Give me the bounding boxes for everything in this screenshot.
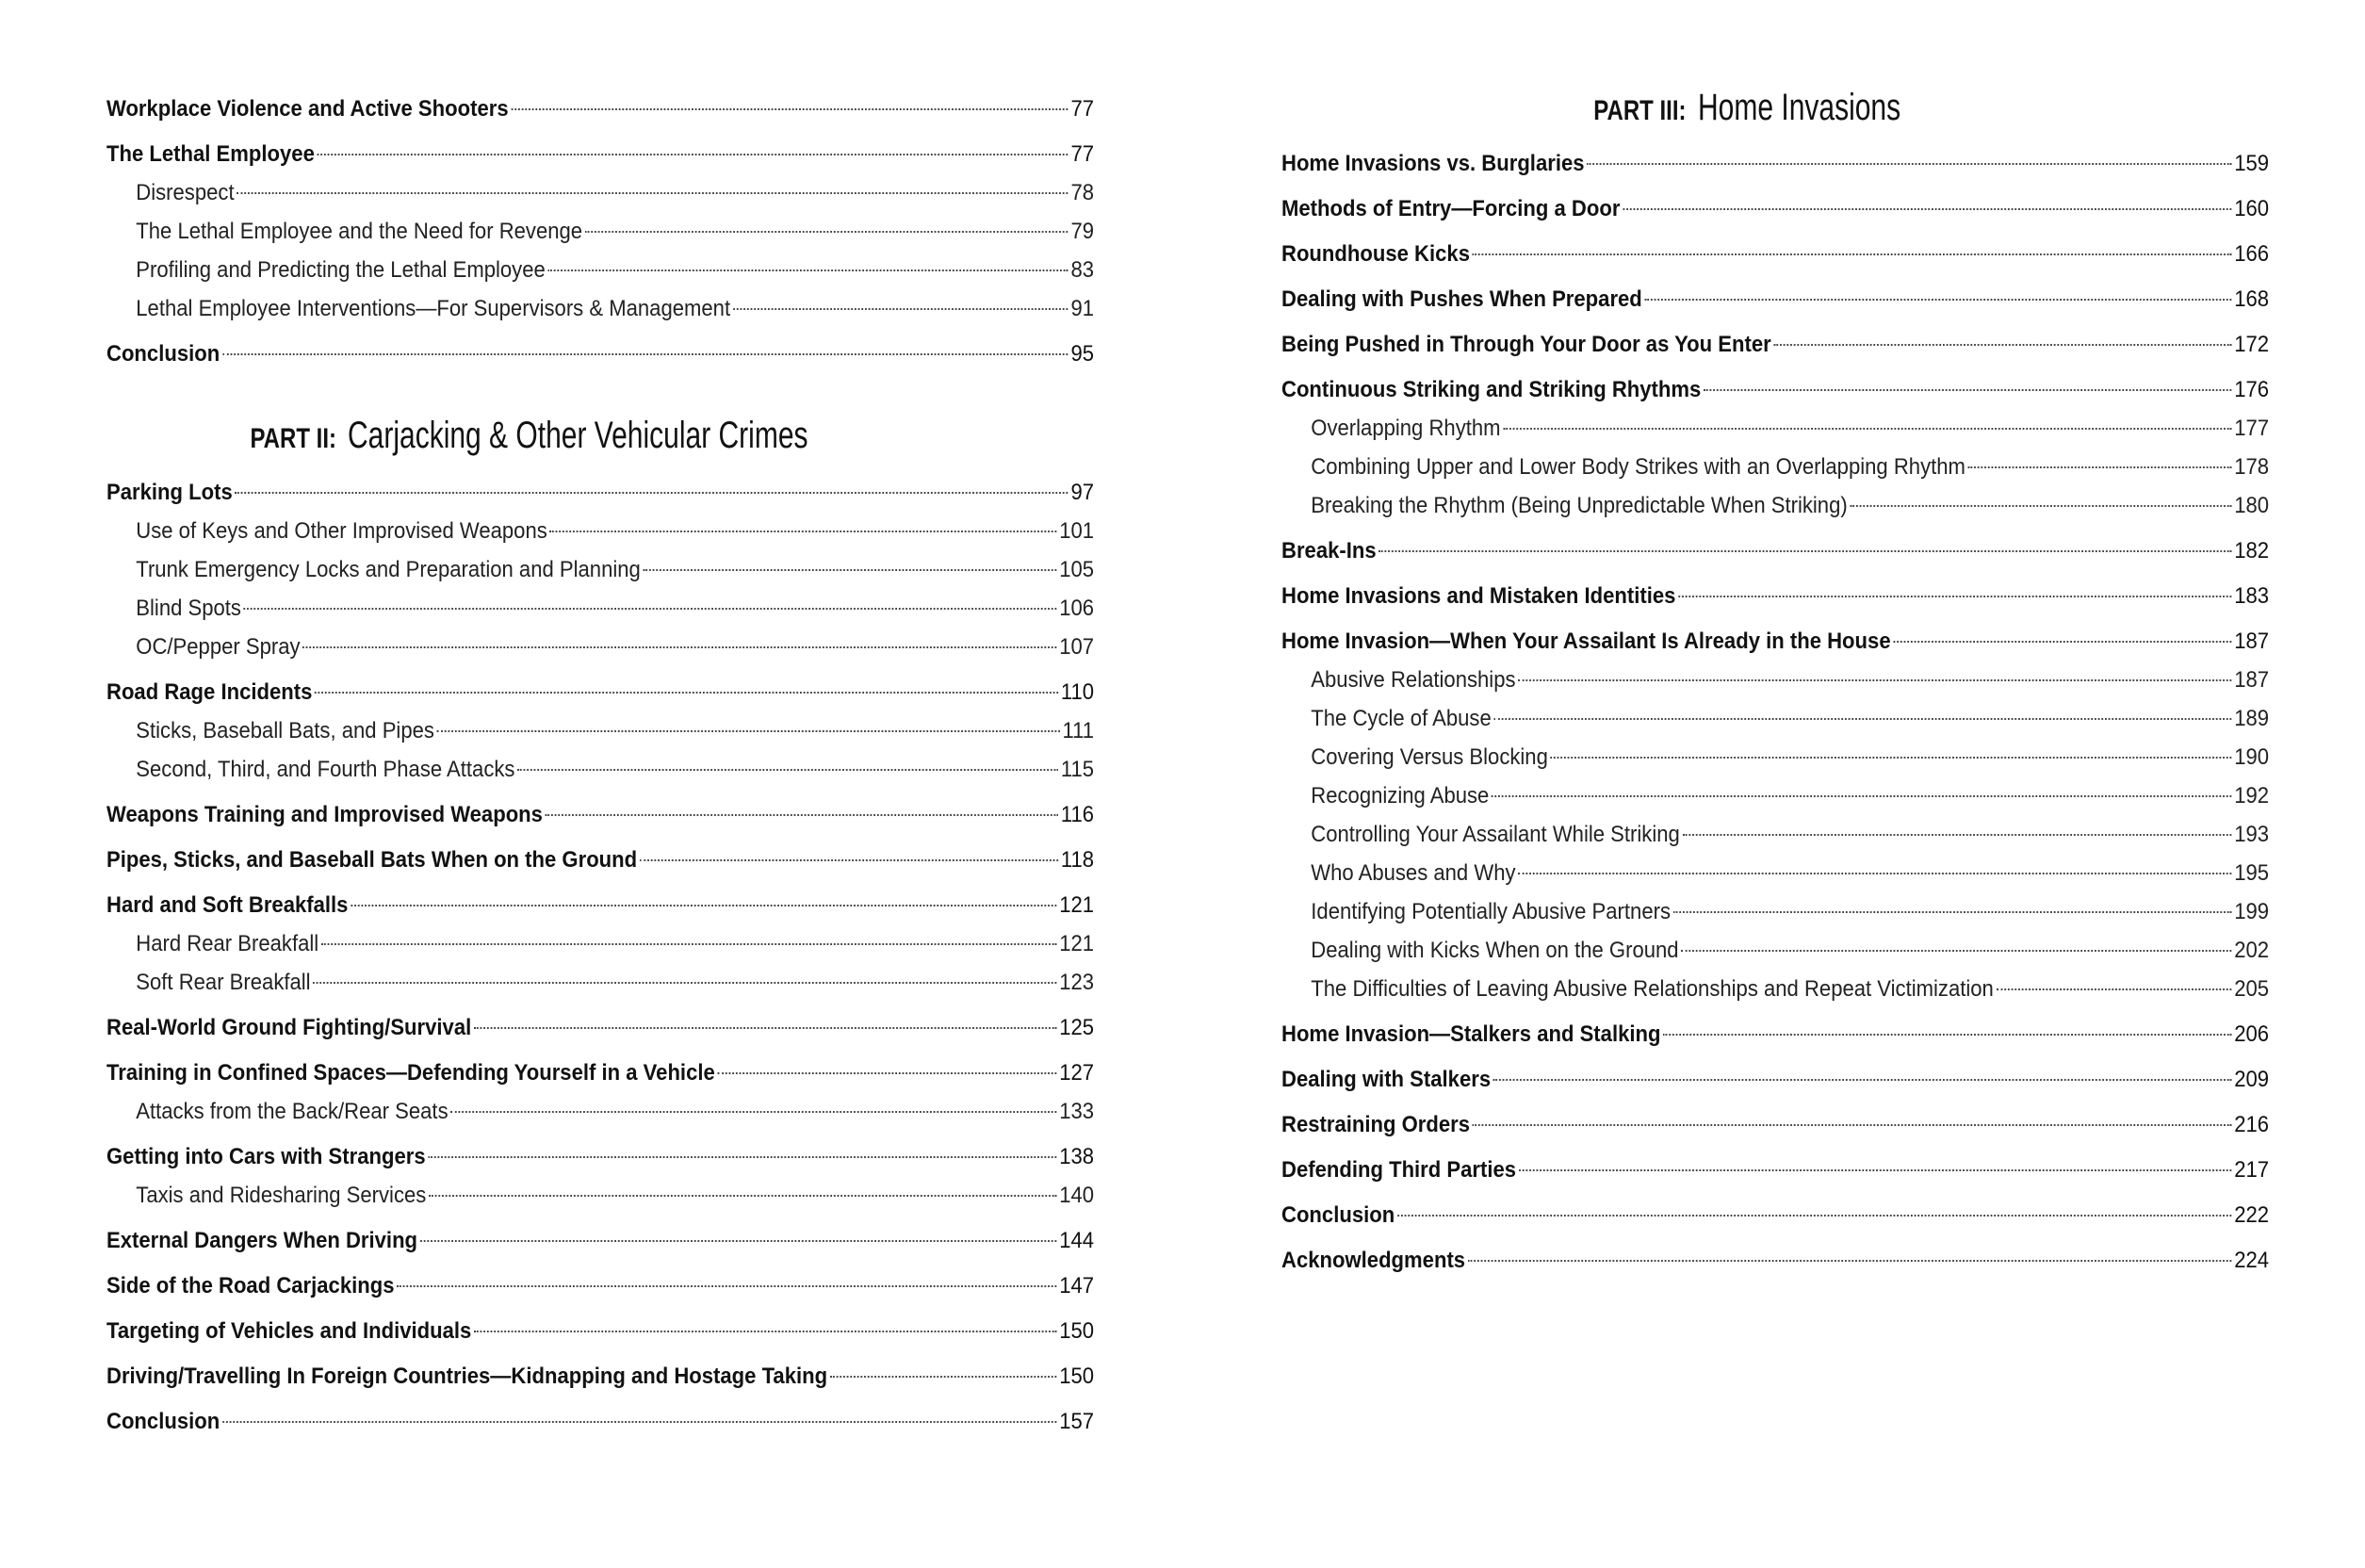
entry-title: The Cycle of Abuse	[1311, 706, 1492, 731]
toc-subentry	[1281, 973, 2269, 1005]
dot-leader	[1997, 988, 2232, 990]
entry-page-number: 224	[2234, 1248, 2270, 1273]
dot-leader	[437, 730, 1060, 732]
dot-leader	[585, 231, 1068, 233]
dot-leader	[302, 646, 1056, 648]
toc-subentry	[106, 754, 1094, 786]
dot-leader	[1473, 1124, 2232, 1126]
entry-title: Break-Ins	[1281, 538, 1377, 564]
dot-leader	[351, 905, 1056, 906]
entry-page-number: 150	[1059, 1364, 1095, 1389]
entry-page-number: 183	[2234, 583, 2270, 609]
dot-leader	[429, 1195, 1056, 1197]
dot-leader	[1683, 834, 2232, 836]
entry-title: Being Pushed in Through Your Door as You Enter	[1281, 332, 1771, 357]
entry-title: Covering Versus Blocking	[1311, 744, 1548, 770]
dot-leader	[1468, 1260, 2232, 1262]
dot-leader	[428, 1156, 1056, 1158]
entry-page-number: 77	[1070, 96, 1095, 122]
dot-leader	[1519, 1169, 2232, 1171]
dot-leader	[546, 814, 1058, 816]
entry-title: Hard Rear Breakfall	[136, 931, 319, 956]
entry-title: Weapons Training and Improvised Weapons	[106, 802, 543, 827]
entry-title: Lethal Employee Interventions—For Supervisors & Management	[136, 296, 731, 321]
toc-subentry	[106, 177, 1094, 209]
dot-leader	[315, 692, 1058, 694]
dot-leader	[235, 492, 1068, 494]
entry-page-number: 83	[1070, 257, 1095, 283]
entry-title: Home Invasion—Stalkers and Stalking	[1281, 1021, 1661, 1047]
entry-page-number: 206	[2234, 1021, 2270, 1047]
toc-entry	[1281, 284, 2269, 316]
entry-title: Pipes, Sticks, and Baseball Bats When on the Ground	[106, 847, 638, 873]
part-label: PART III:	[1593, 95, 1687, 126]
dot-leader	[548, 270, 1068, 271]
dot-leader	[222, 1421, 1056, 1423]
toc-entry	[1281, 1019, 2269, 1051]
dot-leader	[1681, 950, 2231, 952]
entry-title: Recognizing Abuse	[1311, 783, 1490, 808]
toc-subentry	[1281, 935, 2269, 967]
dot-leader	[1493, 1079, 2232, 1081]
toc-entry	[106, 1361, 1094, 1393]
dot-leader	[222, 353, 1068, 355]
entry-page-number: 144	[1059, 1228, 1095, 1253]
toc-entry	[106, 139, 1094, 171]
toc-subentry	[106, 928, 1094, 960]
entry-page-number: 209	[2234, 1067, 2270, 1092]
entry-page-number: 133	[1059, 1099, 1095, 1124]
toc-entry	[106, 477, 1094, 509]
dot-leader	[1678, 596, 2231, 597]
toc-subentry	[106, 715, 1094, 747]
entry-page-number: 138	[1059, 1144, 1095, 1169]
entry-title: Attacks from the Back/Rear Seats	[136, 1099, 449, 1124]
entry-title: Home Invasion—When Your Assailant Is Already in the House	[1281, 629, 1891, 654]
toc-subentry	[106, 254, 1094, 286]
dot-leader	[1623, 208, 2231, 210]
entry-title: Getting into Cars with Strangers	[106, 1144, 426, 1169]
toc-entry	[106, 799, 1094, 831]
entry-page-number: 140	[1059, 1183, 1095, 1208]
toc-subentry	[1281, 819, 2269, 851]
entry-page-number: 178	[2234, 454, 2270, 480]
dot-leader	[1673, 911, 2232, 913]
dot-leader	[244, 608, 1057, 610]
entry-page-number: 125	[1059, 1015, 1095, 1040]
entry-title: Soft Rear Breakfall	[136, 970, 311, 995]
entry-title: Conclusion	[106, 1409, 220, 1434]
dot-leader	[313, 982, 1056, 984]
toc-subentry	[106, 593, 1094, 625]
entry-page-number: 202	[2234, 938, 2270, 963]
toc-subentry	[1281, 451, 2269, 483]
entry-title: Breaking the Rhythm (Being Unpredictable When Striking)	[1311, 493, 1848, 518]
dot-leader	[718, 1072, 1057, 1074]
entry-title: Hard and Soft Breakfalls	[106, 892, 349, 918]
dot-leader	[1968, 466, 2232, 468]
dot-leader	[733, 308, 1068, 310]
dot-leader	[517, 769, 1058, 771]
entry-page-number: 160	[2234, 196, 2270, 221]
entry-title: Road Rage Incidents	[106, 679, 313, 705]
entry-page-number: 150	[1059, 1318, 1095, 1344]
toc-entry	[106, 1012, 1094, 1044]
toc-entry	[106, 1315, 1094, 1348]
toc-entry	[1281, 1245, 2269, 1277]
part-label: PART II:	[250, 423, 337, 454]
dot-leader	[474, 1331, 1056, 1332]
dot-leader	[1551, 757, 2232, 759]
entry-page-number: 110	[1060, 679, 1095, 705]
dot-leader	[1893, 641, 2231, 643]
toc-entry	[1281, 580, 2269, 612]
toc-entry	[106, 1057, 1094, 1089]
toc-subentry	[1281, 490, 2269, 522]
entry-title: The Lethal Employee and the Need for Revenge	[136, 219, 583, 244]
entry-page-number: 107	[1059, 634, 1095, 660]
entry-page-number: 77	[1070, 141, 1095, 167]
entry-title: Trunk Emergency Locks and Preparation and Planning	[136, 557, 641, 582]
entry-page-number: 177	[2234, 416, 2270, 441]
entry-title: Taxis and Ridesharing Services	[136, 1183, 427, 1208]
toc-entry	[1281, 1064, 2269, 1096]
entry-page-number: 187	[2234, 629, 2270, 654]
dot-leader	[1774, 344, 2232, 346]
dot-leader	[1518, 873, 2231, 874]
toc-entry	[1281, 1154, 2269, 1186]
entry-title: Second, Third, and Fourth Phase Attacks	[136, 757, 515, 782]
entry-title: Real-World Ground Fighting/Survival	[106, 1015, 472, 1040]
toc-entry	[1281, 1109, 2269, 1141]
entry-title: Training in Confined Spaces—Defending Yourself in a Vehicle	[106, 1060, 715, 1086]
entry-page-number: 116	[1060, 802, 1095, 827]
part-heading	[106, 412, 1094, 459]
entry-title: Profiling and Predicting the Lethal Employee	[136, 257, 546, 283]
toc-subentry	[106, 967, 1094, 999]
dot-leader	[1645, 299, 2232, 301]
dot-leader	[1850, 505, 2231, 507]
entry-title: Combining Upper and Lower Body Strikes with an Overlapping Rhythm	[1311, 454, 1965, 480]
toc-subentry	[1281, 664, 2269, 696]
toc-entry	[106, 93, 1094, 125]
toc-entry	[106, 338, 1094, 370]
part-title: Home Invasions	[1697, 87, 1901, 128]
entry-page-number: 182	[2234, 538, 2270, 564]
dot-leader	[1378, 550, 2231, 552]
toc-entry	[1281, 1200, 2269, 1232]
toc-subentry	[1281, 780, 2269, 812]
entry-page-number: 127	[1059, 1060, 1095, 1086]
entry-page-number: 180	[2234, 493, 2270, 518]
toc-entry	[106, 1406, 1094, 1438]
entry-page-number: 205	[2234, 976, 2270, 1002]
toc-subentry	[1281, 742, 2269, 774]
entry-page-number: 199	[2234, 899, 2270, 924]
entry-title: Dealing with Pushes When Prepared	[1281, 286, 1642, 312]
dot-leader	[644, 569, 1057, 571]
entry-title: The Difficulties of Leaving Abusive Relationships and Repeat Victimization	[1311, 976, 1994, 1002]
entry-title: Workplace Violence and Active Shooters	[106, 96, 509, 122]
toc-subentry	[1281, 413, 2269, 445]
toc-subentry	[106, 515, 1094, 547]
entry-page-number: 159	[2234, 151, 2270, 176]
entry-title: Defending Third Parties	[1281, 1157, 1517, 1183]
dot-leader	[511, 108, 1068, 110]
part-title: Carjacking & Other Vehicular Crimes	[347, 415, 808, 456]
entry-page-number: 189	[2234, 706, 2270, 731]
entry-page-number: 176	[2234, 377, 2270, 402]
dot-leader	[1518, 679, 2231, 681]
dot-leader	[550, 531, 1057, 532]
dot-leader	[1473, 253, 2232, 255]
entry-page-number: 91	[1070, 296, 1095, 321]
entry-title: Controlling Your Assailant While Striking	[1311, 822, 1680, 847]
entry-page-number: 190	[2234, 744, 2270, 770]
dot-leader	[830, 1376, 1057, 1378]
entry-title: Driving/Travelling In Foreign Countries—Kidnapping and Hostage Taking	[106, 1364, 828, 1389]
toc-entry	[1281, 535, 2269, 567]
entry-title: Side of the Road Carjackings	[106, 1273, 395, 1298]
toc-entry	[1281, 193, 2269, 225]
entry-title: Home Invasions vs. Burglaries	[1281, 151, 1585, 176]
entry-title: Conclusion	[1281, 1202, 1395, 1228]
toc-subentry	[1281, 703, 2269, 735]
entry-page-number: 97	[1070, 480, 1095, 505]
dot-leader	[318, 154, 1068, 155]
entry-page-number: 222	[2234, 1202, 2270, 1228]
dot-leader	[1587, 163, 2231, 165]
dot-leader	[1663, 1034, 2231, 1036]
entry-title: Conclusion	[106, 341, 220, 367]
entry-page-number: 106	[1059, 596, 1095, 621]
entry-title: Restraining Orders	[1281, 1112, 1471, 1137]
dot-leader	[450, 1111, 1056, 1113]
toc-subentry	[106, 216, 1094, 248]
entry-title: Acknowledgments	[1281, 1248, 1466, 1273]
entry-title: OC/Pepper Spray	[136, 634, 301, 660]
entry-title: Roundhouse Kicks	[1281, 241, 1470, 267]
dot-leader	[1492, 795, 2231, 797]
entry-page-number: 123	[1059, 970, 1095, 995]
entry-title: Methods of Entry—Forcing a Door	[1281, 196, 1621, 221]
entry-page-number: 115	[1060, 757, 1095, 782]
entry-title: Abusive Relationships	[1311, 667, 1516, 693]
dot-leader	[420, 1240, 1057, 1242]
entry-page-number: 147	[1059, 1273, 1095, 1298]
entry-page-number: 187	[2234, 667, 2270, 693]
dot-leader	[321, 943, 1057, 945]
toc-subentry	[106, 631, 1094, 663]
toc-entry	[106, 890, 1094, 922]
entry-title: Overlapping Rhythm	[1311, 416, 1501, 441]
entry-title: The Lethal Employee	[106, 141, 315, 167]
entry-page-number: 168	[2234, 286, 2270, 312]
entry-title: Use of Keys and Other Improvised Weapons	[136, 518, 547, 544]
entry-page-number: 79	[1070, 219, 1095, 244]
toc-subentry	[106, 293, 1094, 325]
entry-page-number: 172	[2234, 332, 2270, 357]
toc-entry	[1281, 626, 2269, 658]
entry-title: External Dangers When Driving	[106, 1228, 418, 1253]
entry-title: Identifying Potentially Abusive Partners	[1311, 899, 1671, 924]
entry-page-number: 166	[2234, 241, 2270, 267]
dot-leader	[397, 1285, 1056, 1287]
toc-entry	[1281, 329, 2269, 361]
dot-leader	[1494, 718, 2232, 720]
entry-title: Who Abuses and Why	[1311, 860, 1516, 886]
entry-page-number: 192	[2234, 783, 2270, 808]
entry-page-number: 78	[1070, 180, 1095, 205]
dot-leader	[640, 859, 1058, 861]
toc-subentry	[1281, 858, 2269, 890]
entry-title: Dealing with Stalkers	[1281, 1067, 1492, 1092]
entry-title: Home Invasions and Mistaken Identities	[1281, 583, 1676, 609]
entry-page-number: 217	[2234, 1157, 2270, 1183]
entry-page-number: 157	[1059, 1409, 1095, 1434]
toc-subentry	[106, 1180, 1094, 1212]
entry-title: Disrespect	[136, 180, 235, 205]
entry-page-number: 216	[2234, 1112, 2270, 1137]
toc-subentry	[1281, 896, 2269, 928]
entry-page-number: 121	[1059, 892, 1095, 918]
toc-entry	[106, 1141, 1094, 1173]
entry-title: Sticks, Baseball Bats, and Pipes	[136, 718, 434, 743]
entry-page-number: 118	[1060, 847, 1095, 873]
toc-entry	[106, 844, 1094, 876]
toc-entry	[1281, 148, 2269, 180]
dot-leader	[1503, 428, 2231, 430]
toc-entry	[1281, 374, 2269, 406]
entry-page-number: 193	[2234, 822, 2270, 847]
dot-leader	[1397, 1215, 2231, 1217]
entry-title: Parking Lots	[106, 480, 233, 505]
toc-entry	[1281, 238, 2269, 270]
entry-page-number: 101	[1059, 518, 1095, 544]
part-heading	[1281, 84, 2269, 131]
entry-page-number: 95	[1070, 341, 1095, 367]
entry-page-number: 105	[1059, 557, 1095, 582]
entry-title: Continuous Striking and Striking Rhythms	[1281, 377, 1702, 402]
dot-leader	[474, 1027, 1056, 1029]
toc-subentry	[106, 554, 1094, 586]
entry-page-number: 111	[1062, 718, 1095, 743]
entry-page-number: 195	[2234, 860, 2270, 886]
dot-leader	[1704, 389, 2231, 391]
entry-title: Blind Spots	[136, 596, 241, 621]
entry-title: Dealing with Kicks When on the Ground	[1311, 938, 1679, 963]
toc-entry	[106, 677, 1094, 709]
entry-page-number: 121	[1059, 931, 1095, 956]
entry-title: Targeting of Vehicles and Individuals	[106, 1318, 472, 1344]
toc-entry	[106, 1225, 1094, 1257]
toc-entry	[106, 1270, 1094, 1302]
dot-leader	[236, 192, 1068, 194]
toc-subentry	[106, 1096, 1094, 1128]
